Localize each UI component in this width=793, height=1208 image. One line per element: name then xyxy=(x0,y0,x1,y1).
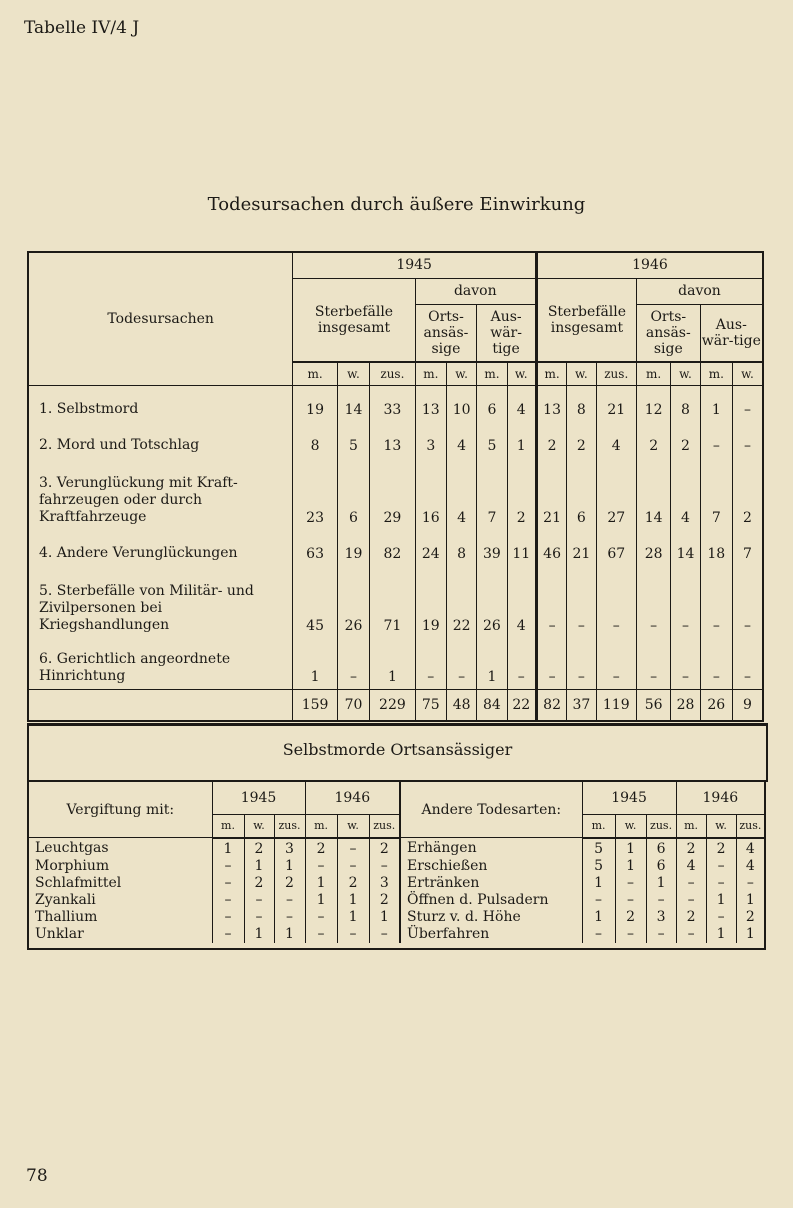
value-cell: 1 xyxy=(477,638,507,690)
section-title: Selbstmorde Ortsansässiger xyxy=(282,740,513,759)
col-w: w. xyxy=(671,362,700,386)
value-cell: 6 xyxy=(477,386,507,422)
value-cell: – xyxy=(507,638,536,690)
total-cell: 70 xyxy=(337,690,369,722)
value-cell: – xyxy=(582,926,615,943)
spacer-cell xyxy=(28,943,765,949)
auswaertige-1945-header: Aus-wär-tige xyxy=(477,304,537,362)
value-cell: – xyxy=(732,386,763,422)
value-cell: 4 xyxy=(676,858,706,875)
total-cell: 82 xyxy=(536,690,566,722)
value-cell: – xyxy=(732,422,763,458)
col-m: m. xyxy=(676,814,706,838)
value-cell: – xyxy=(305,909,337,926)
value-cell: – xyxy=(274,909,305,926)
total-cell: 119 xyxy=(596,690,636,722)
value-cell: – xyxy=(305,858,337,875)
col-w: w. xyxy=(706,814,736,838)
value-cell: – xyxy=(676,926,706,943)
value-cell: – xyxy=(700,638,732,690)
col-m: m. xyxy=(536,362,566,386)
value-cell: 2 xyxy=(507,458,536,530)
value-cell: 5 xyxy=(337,422,369,458)
cause-label: 6. Gerichtlich angeordnete Hinrichtung xyxy=(39,651,231,684)
value-cell: 1 xyxy=(293,638,337,690)
vergiftung-label: Zyankali xyxy=(35,891,96,908)
vergiftung-label: Schlafmittel xyxy=(35,874,122,891)
value-cell: 67 xyxy=(596,530,636,566)
value-cell: 14 xyxy=(671,530,700,566)
lower-year-1945-left: 1945 xyxy=(212,781,305,814)
value-cell: – xyxy=(446,638,476,690)
value-cell: – xyxy=(596,566,636,638)
value-cell: 8 xyxy=(567,386,596,422)
value-cell: – xyxy=(369,858,400,875)
value-cell: 2 xyxy=(274,875,305,892)
lower-year-1945-right: 1945 xyxy=(582,781,676,814)
col-m: m. xyxy=(700,362,732,386)
col-zus: zus. xyxy=(274,814,305,838)
ortsansaessige-1946-header: Orts-ansäs-sige xyxy=(636,304,700,362)
todesart-label: Erschießen xyxy=(400,858,582,875)
value-cell: 24 xyxy=(415,530,446,566)
value-cell: – xyxy=(305,926,337,943)
value-cell: – xyxy=(671,566,700,638)
table-bottom-spacer xyxy=(28,943,765,949)
cause-label: 4. Andere Verunglückungen xyxy=(39,544,238,561)
page-title: Todesursachen durch äußere Einwirkung xyxy=(207,194,586,215)
value-cell: 22 xyxy=(446,566,476,638)
value-cell: – xyxy=(244,909,274,926)
col-w: w. xyxy=(446,362,476,386)
value-cell: – xyxy=(212,858,244,875)
value-cell: – xyxy=(706,909,736,926)
value-cell: – xyxy=(212,875,244,892)
value-cell: 1 xyxy=(615,858,646,875)
value-cell: – xyxy=(582,892,615,909)
auswaertige-1946-header: Aus-wär-tige xyxy=(700,304,763,362)
value-cell: 2 xyxy=(244,875,274,892)
value-cell: 1 xyxy=(305,892,337,909)
value-cell: – xyxy=(615,875,646,892)
value-cell: 1 xyxy=(212,838,244,858)
value-cell: 13 xyxy=(370,422,415,458)
todesart-label: Überfahren xyxy=(400,926,582,943)
total-cell: 48 xyxy=(446,690,476,722)
total-cell: 37 xyxy=(567,690,596,722)
value-cell: – xyxy=(337,858,369,875)
value-cell: – xyxy=(567,638,596,690)
value-cell: 11 xyxy=(507,530,536,566)
col-zus: zus. xyxy=(646,814,676,838)
value-cell: 19 xyxy=(293,386,337,422)
total-cell: 229 xyxy=(370,690,415,722)
value-cell: – xyxy=(596,638,636,690)
value-cell: 1 xyxy=(736,926,765,943)
value-cell: – xyxy=(636,566,670,638)
value-cell: – xyxy=(567,566,596,638)
table-row xyxy=(28,838,765,858)
col-w: w. xyxy=(732,362,763,386)
total-row xyxy=(28,690,763,722)
value-cell: 3 xyxy=(274,838,305,858)
value-cell: 2 xyxy=(636,422,670,458)
value-cell: 2 xyxy=(337,875,369,892)
table-row xyxy=(28,386,763,422)
value-cell: – xyxy=(212,909,244,926)
value-cell: 13 xyxy=(415,386,446,422)
value-cell: 7 xyxy=(477,458,507,530)
value-cell: 4 xyxy=(596,422,636,458)
cause-label: 5. Sterbefälle von Militär- und Zivilpersonen bei Kriegshandlungen xyxy=(39,582,254,633)
value-cell: 71 xyxy=(370,566,415,638)
value-cell: – xyxy=(415,638,446,690)
todesart-label: Öffnen d. Pulsadern xyxy=(400,892,582,909)
value-cell: 4 xyxy=(671,458,700,530)
col-m: m. xyxy=(293,362,337,386)
value-cell: 1 xyxy=(706,892,736,909)
table-row xyxy=(28,530,763,566)
value-cell: 1 xyxy=(274,858,305,875)
value-cell: – xyxy=(337,926,369,943)
ortsansaessige-1945-header: Orts-ansäs-sige xyxy=(415,304,477,362)
vergiftung-label: Leuchtgas xyxy=(35,840,109,857)
total-cell: 28 xyxy=(671,690,700,722)
cause-label: 3. Verunglückung mit Kraft-fahrzeugen oder durch Kraftfahrzeuge xyxy=(39,474,238,525)
sterbefaelle-1946-header: Sterbefälle insgesamt xyxy=(536,278,636,362)
value-cell: 16 xyxy=(415,458,446,530)
value-cell: 2 xyxy=(244,838,274,858)
value-cell: 14 xyxy=(636,458,670,530)
col-zus: zus. xyxy=(369,814,400,838)
value-cell: 1 xyxy=(244,926,274,943)
table-row xyxy=(28,892,765,909)
value-cell: – xyxy=(706,858,736,875)
value-cell: 21 xyxy=(596,386,636,422)
col-w: w. xyxy=(567,362,596,386)
value-cell: 2 xyxy=(736,909,765,926)
value-cell: 12 xyxy=(636,386,670,422)
page-number: 78 xyxy=(26,1166,48,1186)
value-cell: 2 xyxy=(567,422,596,458)
value-cell: 39 xyxy=(477,530,507,566)
table-row xyxy=(28,638,763,690)
value-cell: 8 xyxy=(446,530,476,566)
value-cell: 28 xyxy=(636,530,670,566)
year-1946-header: 1946 xyxy=(536,252,763,278)
value-cell: 1 xyxy=(337,892,369,909)
value-cell: 14 xyxy=(337,386,369,422)
value-cell: – xyxy=(212,892,244,909)
value-cell: – xyxy=(274,892,305,909)
value-cell: 6 xyxy=(646,858,676,875)
value-cell: 8 xyxy=(293,422,337,458)
andere-todesarten-header: Andere Todesarten: xyxy=(400,781,582,838)
table-label: Tabelle IV/4 J xyxy=(24,18,140,38)
value-cell: – xyxy=(615,926,646,943)
col-w: w. xyxy=(507,362,536,386)
value-cell: 2 xyxy=(732,458,763,530)
col-w: w. xyxy=(244,814,274,838)
value-cell: 10 xyxy=(446,386,476,422)
value-cell: 29 xyxy=(370,458,415,530)
value-cell: 2 xyxy=(536,422,566,458)
value-cell: 1 xyxy=(615,838,646,858)
total-cell: 56 xyxy=(636,690,670,722)
col-m: m. xyxy=(636,362,670,386)
table-row xyxy=(28,909,765,926)
value-cell: 4 xyxy=(446,458,476,530)
value-cell: 2 xyxy=(676,909,706,926)
table-row xyxy=(28,566,763,638)
value-cell: 1 xyxy=(274,926,305,943)
value-cell: – xyxy=(700,422,732,458)
value-cell: – xyxy=(736,875,765,892)
value-cell: 63 xyxy=(293,530,337,566)
col-m: m. xyxy=(477,362,507,386)
value-cell: 5 xyxy=(582,838,615,858)
value-cell: 5 xyxy=(582,858,615,875)
value-cell: 7 xyxy=(700,458,732,530)
value-cell: 18 xyxy=(700,530,732,566)
value-cell: 45 xyxy=(293,566,337,638)
value-cell: 27 xyxy=(596,458,636,530)
todesart-label: Erhängen xyxy=(400,838,582,858)
value-cell: 4 xyxy=(446,422,476,458)
value-cell: 1 xyxy=(244,858,274,875)
value-cell: 3 xyxy=(646,909,676,926)
col-zus: zus. xyxy=(370,362,415,386)
value-cell: – xyxy=(337,638,369,690)
lower-year-1946-left: 1946 xyxy=(305,781,400,814)
vergiftung-label: Morphium xyxy=(35,857,110,874)
causes-of-death-table xyxy=(27,251,764,722)
value-cell: 26 xyxy=(477,566,507,638)
value-cell: 1 xyxy=(582,909,615,926)
total-cell: 84 xyxy=(477,690,507,722)
value-cell: 2 xyxy=(676,838,706,858)
table-row xyxy=(28,875,765,892)
value-cell: – xyxy=(646,926,676,943)
value-cell: 7 xyxy=(732,530,763,566)
cause-header: Todesursachen xyxy=(28,252,293,386)
value-cell: 4 xyxy=(507,386,536,422)
value-cell: 8 xyxy=(671,386,700,422)
value-cell: 1 xyxy=(305,875,337,892)
total-label-cell xyxy=(28,690,293,722)
col-m: m. xyxy=(212,814,244,838)
value-cell: 1 xyxy=(337,909,369,926)
table-row xyxy=(28,422,763,458)
vergiftung-label: Unklar xyxy=(35,925,84,942)
value-cell: 23 xyxy=(293,458,337,530)
value-cell: 4 xyxy=(736,858,765,875)
value-cell: 19 xyxy=(337,530,369,566)
value-cell: – xyxy=(671,638,700,690)
value-cell: – xyxy=(337,838,369,858)
value-cell: 2 xyxy=(369,892,400,909)
vergiftung-header: Vergiftung mit: xyxy=(28,781,212,838)
year-1945-header: 1945 xyxy=(293,252,537,278)
col-zus: zus. xyxy=(596,362,636,386)
value-cell: – xyxy=(732,638,763,690)
value-cell: 2 xyxy=(305,838,337,858)
lower-year-1946-right: 1946 xyxy=(676,781,765,814)
col-w: w. xyxy=(337,814,369,838)
value-cell: 4 xyxy=(507,566,536,638)
cause-label: 2. Mord und Totschlag xyxy=(39,436,200,453)
sterbefaelle-1945-header: Sterbefälle insgesamt xyxy=(293,278,415,362)
value-cell: 5 xyxy=(477,422,507,458)
col-m: m. xyxy=(582,814,615,838)
value-cell: 46 xyxy=(536,530,566,566)
col-m: m. xyxy=(415,362,446,386)
suicides-table xyxy=(27,780,766,950)
value-cell: 1 xyxy=(582,875,615,892)
todesart-label: Ertränken xyxy=(400,875,582,892)
value-cell: 2 xyxy=(671,422,700,458)
value-cell: – xyxy=(536,566,566,638)
value-cell: – xyxy=(700,566,732,638)
value-cell: – xyxy=(732,566,763,638)
value-cell: – xyxy=(615,892,646,909)
value-cell: 3 xyxy=(369,875,400,892)
value-cell: 1 xyxy=(706,926,736,943)
value-cell: – xyxy=(676,875,706,892)
total-cell: 159 xyxy=(293,690,337,722)
col-w: w. xyxy=(615,814,646,838)
value-cell: 6 xyxy=(567,458,596,530)
value-cell: 1 xyxy=(646,875,676,892)
value-cell: 33 xyxy=(370,386,415,422)
total-cell: 75 xyxy=(415,690,446,722)
value-cell: 4 xyxy=(736,838,765,858)
value-cell: 1 xyxy=(507,422,536,458)
value-cell: 2 xyxy=(615,909,646,926)
value-cell: 1 xyxy=(736,892,765,909)
davon-1945-header: davon xyxy=(415,278,536,304)
value-cell: – xyxy=(369,926,400,943)
value-cell: 1 xyxy=(369,909,400,926)
value-cell: 21 xyxy=(536,458,566,530)
davon-1946-header: davon xyxy=(636,278,763,304)
value-cell: 2 xyxy=(706,838,736,858)
value-cell: 1 xyxy=(370,638,415,690)
value-cell: 19 xyxy=(415,566,446,638)
value-cell: – xyxy=(706,875,736,892)
table-row xyxy=(28,458,763,530)
value-cell: – xyxy=(676,892,706,909)
value-cell: 13 xyxy=(536,386,566,422)
value-cell: 1 xyxy=(700,386,732,422)
table-row xyxy=(28,858,765,875)
todesart-label: Sturz v. d. Höhe xyxy=(400,909,582,926)
value-cell: 82 xyxy=(370,530,415,566)
value-cell: 6 xyxy=(646,838,676,858)
value-cell: – xyxy=(212,926,244,943)
col-m: m. xyxy=(305,814,337,838)
value-cell: 6 xyxy=(337,458,369,530)
value-cell: – xyxy=(646,892,676,909)
total-cell: 9 xyxy=(732,690,763,722)
value-cell: 21 xyxy=(567,530,596,566)
total-cell: 22 xyxy=(507,690,536,722)
value-cell: – xyxy=(636,638,670,690)
cause-label: 1. Selbstmord xyxy=(39,400,139,417)
vergiftung-label: Thallium xyxy=(35,908,98,925)
table-row xyxy=(28,926,765,943)
value-cell: 2 xyxy=(369,838,400,858)
col-zus: zus. xyxy=(736,814,765,838)
value-cell: – xyxy=(536,638,566,690)
col-w: w. xyxy=(337,362,369,386)
value-cell: 3 xyxy=(415,422,446,458)
value-cell: 26 xyxy=(337,566,369,638)
total-cell: 26 xyxy=(700,690,732,722)
value-cell: – xyxy=(244,892,274,909)
